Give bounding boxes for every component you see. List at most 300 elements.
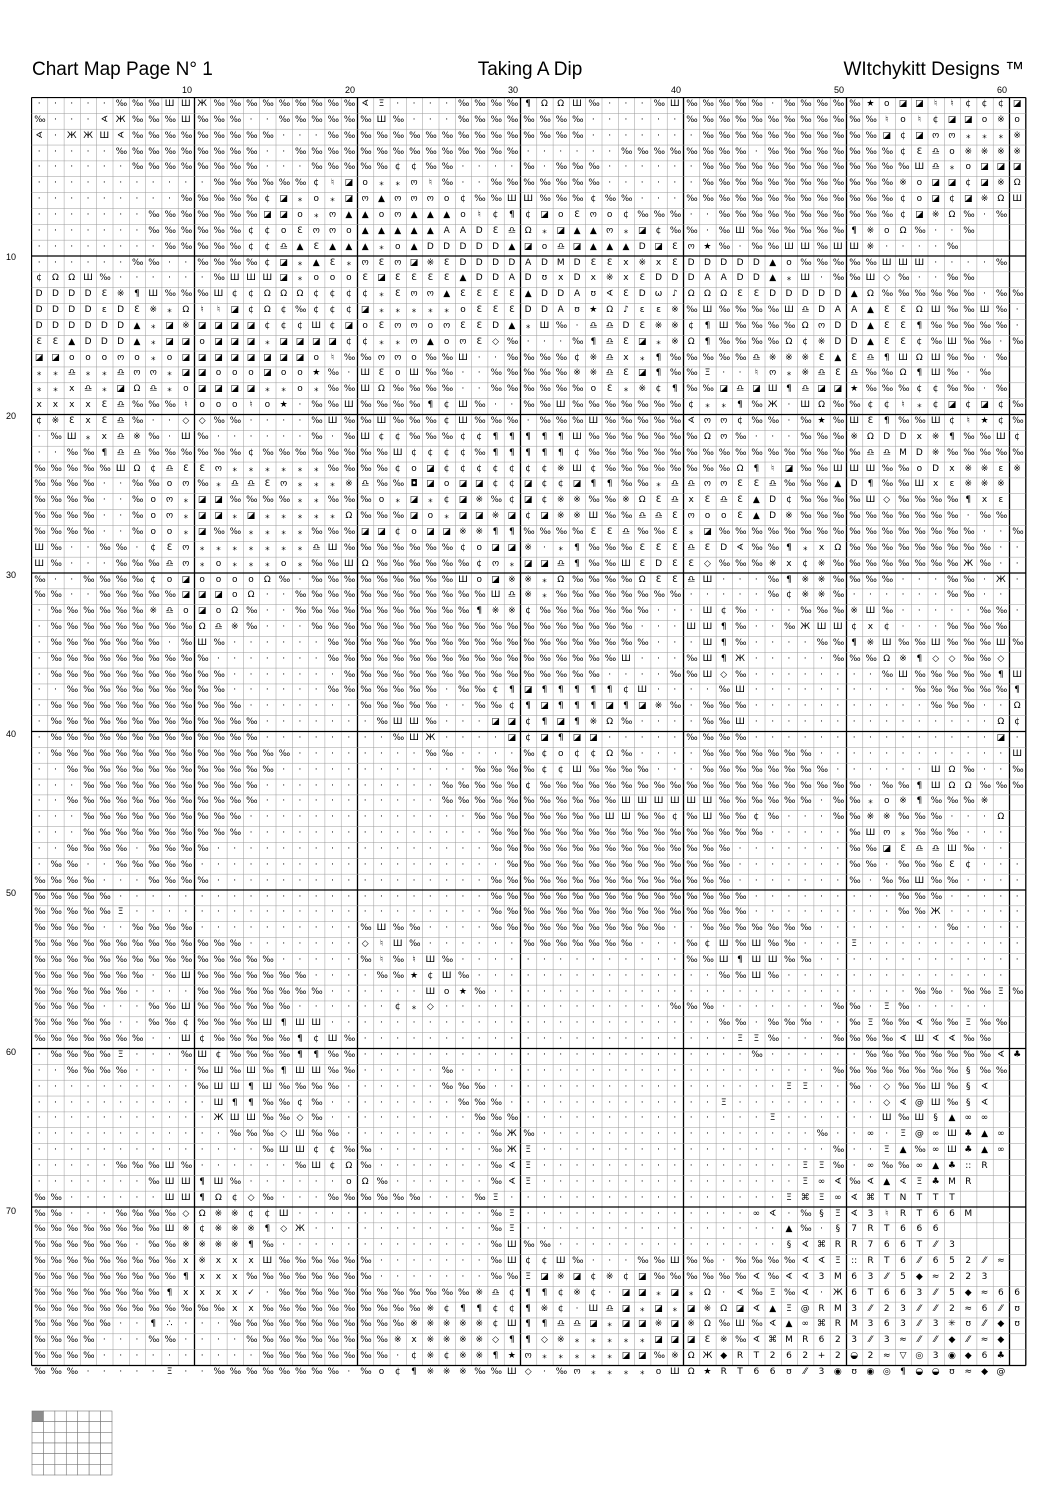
chart-cell: ‰ bbox=[376, 669, 387, 680]
chart-cell: ‰ bbox=[914, 526, 925, 537]
chart-cell: · bbox=[673, 1018, 677, 1029]
chart-cell: ‰ bbox=[99, 653, 110, 664]
chart-cell: ¢ bbox=[997, 400, 1004, 411]
chart-cell: · bbox=[37, 1129, 41, 1140]
chart-cell: · bbox=[331, 1018, 334, 1029]
chart-cell: ‰ bbox=[653, 907, 664, 918]
chart-cell: ¢ bbox=[329, 320, 336, 331]
chart-cell: · bbox=[738, 1224, 742, 1235]
chart-cell: · bbox=[575, 1224, 579, 1235]
chart-cell: ‰ bbox=[865, 146, 876, 157]
chart-cell: ‰ bbox=[588, 796, 599, 807]
chart-cell: · bbox=[983, 939, 986, 950]
chart-cell: · bbox=[754, 146, 758, 157]
chart-cell: ‰ bbox=[702, 701, 713, 712]
chart-cell: ‰ bbox=[327, 606, 338, 617]
chart-cell: · bbox=[102, 875, 106, 886]
chart-cell: ‰ bbox=[34, 970, 45, 981]
chart-cell: ‰ bbox=[164, 685, 175, 696]
chart-cell: ‰ bbox=[686, 733, 697, 743]
chart-cell: Ɛ bbox=[900, 320, 906, 331]
chart-cell: ‰ bbox=[849, 526, 860, 537]
chart-cell: · bbox=[119, 891, 123, 902]
chart-cell: · bbox=[706, 970, 709, 981]
chart-cell: ο bbox=[231, 574, 238, 585]
chart-cell: ‰ bbox=[539, 828, 550, 839]
chart-cell: · bbox=[445, 1192, 449, 1203]
chart-cell: · bbox=[265, 653, 269, 664]
chart-cell: ‰ bbox=[849, 257, 860, 268]
chart-cell: · bbox=[380, 907, 383, 918]
chart-cell: ⁎ bbox=[297, 495, 303, 506]
chart-cell: ¢ bbox=[264, 194, 271, 205]
chart-cell: · bbox=[363, 1097, 367, 1108]
chart-cell: ‰ bbox=[197, 685, 208, 696]
chart-cell: ‰ bbox=[849, 495, 860, 506]
chart-cell: · bbox=[950, 812, 954, 823]
chart-cell: ‰ bbox=[327, 114, 338, 125]
chart-cell: · bbox=[803, 1034, 807, 1045]
chart-cell: ‰ bbox=[294, 146, 305, 157]
chart-cell: · bbox=[119, 241, 123, 252]
chart-cell: · bbox=[673, 1208, 677, 1219]
chart-cell: ‰ bbox=[360, 574, 371, 585]
chart-cell: ◪ bbox=[214, 336, 223, 347]
chart-cell: ◪ bbox=[654, 1303, 663, 1314]
chart-cell: ‰ bbox=[376, 574, 387, 585]
chart-cell: ◪ bbox=[963, 194, 973, 205]
chart-cell: · bbox=[591, 1208, 595, 1219]
chart-cell: ‰ bbox=[930, 812, 941, 823]
chart-cell: ‰ bbox=[131, 954, 142, 965]
chart-cell: · bbox=[331, 828, 334, 839]
chart-cell: ‰ bbox=[979, 1034, 990, 1045]
chart-cell: ო bbox=[589, 209, 597, 220]
chart-cell: Ɛ bbox=[313, 241, 319, 252]
chart-cell: ⁎ bbox=[265, 526, 270, 537]
chart-cell: ‰ bbox=[523, 875, 534, 886]
chart-cell: 6 bbox=[949, 1208, 955, 1219]
chart-cell: Ɛ bbox=[672, 511, 678, 522]
chart-cell: · bbox=[526, 970, 530, 981]
chart-cell: · bbox=[934, 574, 938, 585]
chart-cell: ‰ bbox=[343, 637, 354, 648]
chart-cell: ¢ bbox=[264, 1208, 271, 1219]
chart-cell: ◪ bbox=[540, 733, 549, 743]
chart-cell: ‰ bbox=[229, 954, 240, 965]
chart-cell: ‰ bbox=[718, 146, 729, 157]
chart-cell: · bbox=[428, 1176, 432, 1187]
chart-cell: · bbox=[494, 1002, 497, 1013]
chart-cell: ‰ bbox=[66, 717, 77, 728]
chart-cell: ‰ bbox=[99, 733, 110, 743]
chart-cell: · bbox=[477, 954, 481, 965]
chart-cell: ‰ bbox=[376, 479, 387, 490]
chart-cell: ‰ bbox=[572, 590, 582, 601]
chart-cell: · bbox=[689, 1145, 693, 1156]
chart-cell: ‰ bbox=[115, 653, 126, 664]
chart-cell: ◪ bbox=[1012, 162, 1022, 173]
chart-cell: · bbox=[282, 923, 286, 934]
chart-cell: ‰ bbox=[360, 130, 371, 141]
chart-cell: ‰ bbox=[1012, 780, 1023, 791]
chart-cell: ▲ bbox=[508, 241, 516, 252]
chart-cell: ‰ bbox=[604, 495, 615, 506]
chart-cell: ‰ bbox=[702, 146, 713, 157]
chart-cell: ‰ bbox=[83, 1303, 93, 1314]
chart-cell: ⁎ bbox=[639, 1367, 645, 1377]
chart-cell: ‰ bbox=[343, 1065, 354, 1076]
chart-cell: ‰ bbox=[115, 764, 126, 775]
chart-cell: ‰ bbox=[197, 828, 208, 839]
chart-cell: ‰ bbox=[881, 606, 892, 617]
chart-cell: ※ bbox=[133, 431, 141, 442]
chart-cell: · bbox=[282, 843, 286, 854]
chart-cell: ‰ bbox=[83, 1050, 93, 1060]
chart-cell: ɛ bbox=[998, 463, 1004, 474]
chart-cell: ‰ bbox=[735, 622, 745, 633]
chart-cell: · bbox=[54, 574, 57, 585]
chart-cell: · bbox=[86, 1129, 90, 1140]
chart-cell: · bbox=[1015, 939, 1019, 950]
chart-cell: 3 bbox=[851, 1335, 858, 1346]
chart-cell: ‰ bbox=[572, 1256, 582, 1267]
chart-cell: Ɛ bbox=[101, 400, 108, 411]
chart-cell: Ш bbox=[425, 986, 436, 997]
chart-cell: · bbox=[689, 685, 693, 696]
chart-cell: · bbox=[428, 1160, 432, 1171]
chart-cell: ‰ bbox=[148, 939, 159, 950]
chart-cell: Ш bbox=[278, 1208, 289, 1219]
chart-cell: ‰ bbox=[783, 1018, 794, 1029]
chart-cell: ‰ bbox=[457, 780, 468, 791]
chart-cell: ⁎ bbox=[36, 368, 42, 379]
chart-cell: ◪ bbox=[409, 495, 419, 506]
chart-cell: · bbox=[771, 606, 775, 617]
chart-cell: ¶ bbox=[574, 542, 580, 553]
chart-cell: · bbox=[771, 1097, 775, 1108]
chart-cell: ♣ bbox=[1013, 1050, 1022, 1060]
chart-cell: · bbox=[836, 986, 840, 997]
chart-cell: · bbox=[461, 923, 465, 934]
chart-cell: ◪ bbox=[214, 352, 223, 363]
chart-cell: · bbox=[412, 1097, 416, 1108]
chart-cell: ‰ bbox=[409, 1303, 419, 1314]
chart-cell: ‰ bbox=[180, 653, 191, 664]
chart-cell: ‰ bbox=[800, 130, 811, 141]
chart-cell: ‰ bbox=[849, 273, 860, 284]
chart-cell: ∢ bbox=[980, 1097, 989, 1108]
chart-cell: D bbox=[932, 463, 940, 474]
chart-cell: Ξ bbox=[525, 1145, 531, 1156]
chart-cell: ‰ bbox=[50, 463, 61, 474]
chart-cell: · bbox=[559, 986, 563, 997]
chart-cell: x bbox=[411, 1335, 417, 1346]
chart-cell: ‰ bbox=[180, 447, 191, 458]
chart-cell: · bbox=[738, 859, 742, 870]
chart-cell: ◪ bbox=[915, 209, 924, 220]
chart-cell: ‰ bbox=[751, 99, 762, 109]
chart-cell: 6 bbox=[900, 1240, 906, 1251]
chart-cell: ‰ bbox=[409, 431, 419, 442]
chart-cell: · bbox=[363, 780, 367, 791]
chart-cell: ‰ bbox=[115, 701, 126, 712]
chart-cell: @ bbox=[914, 1129, 924, 1140]
chart-cell: · bbox=[706, 1192, 709, 1203]
chart-cell: Ɛ bbox=[623, 368, 629, 379]
chart-cell: · bbox=[950, 939, 954, 950]
chart-cell: ‰ bbox=[718, 558, 729, 569]
chart-cell: ◆ bbox=[720, 1351, 728, 1362]
chart-cell: ‰ bbox=[294, 1256, 305, 1267]
chart-cell: ¶ bbox=[671, 384, 678, 395]
chart-cell: x bbox=[655, 257, 662, 268]
chart-cell: ∞ bbox=[997, 1129, 1005, 1140]
chart-cell: ♪ bbox=[671, 289, 678, 300]
chart-cell: D bbox=[655, 558, 662, 569]
chart-cell: ο bbox=[883, 225, 890, 236]
chart-cell: Ξ bbox=[818, 1160, 825, 1171]
chart-cell: ‰ bbox=[620, 748, 631, 759]
chart-cell: ‰ bbox=[506, 1271, 517, 1282]
chart-cell: Ш bbox=[767, 384, 778, 395]
chart-cell: ‰ bbox=[588, 812, 599, 823]
chart-cell: · bbox=[624, 1097, 628, 1108]
chart-cell: · bbox=[1015, 542, 1019, 553]
chart-cell: ‰ bbox=[865, 511, 876, 522]
chart-cell: · bbox=[526, 1192, 530, 1203]
chart-cell: ‰ bbox=[963, 209, 974, 220]
chart-cell: · bbox=[363, 1002, 367, 1013]
chart-cell: ‰ bbox=[946, 622, 957, 633]
chart-cell: ‰ bbox=[83, 622, 93, 633]
chart-cell: · bbox=[787, 859, 791, 870]
chart-cell: ‰ bbox=[246, 970, 256, 981]
chart-cell: · bbox=[543, 1018, 546, 1029]
chart-cell: · bbox=[249, 1160, 253, 1171]
chart-cell: ‰ bbox=[360, 590, 371, 601]
chart-cell: · bbox=[347, 1208, 351, 1219]
chart-cell: ‰ bbox=[50, 1367, 61, 1377]
chart-cell: ‰ bbox=[751, 416, 762, 426]
chart-cell: D bbox=[720, 257, 728, 268]
column-number: 40 bbox=[670, 85, 682, 95]
chart-cell: · bbox=[852, 590, 856, 601]
chart-cell: · bbox=[885, 701, 889, 712]
chart-cell: · bbox=[412, 843, 416, 854]
chart-cell: · bbox=[445, 764, 449, 775]
chart-cell: ‰ bbox=[963, 542, 974, 553]
chart-cell: D bbox=[687, 273, 695, 284]
chart-cell: ‰ bbox=[735, 162, 745, 173]
chart-cell: · bbox=[233, 843, 237, 854]
chart-cell: Ш bbox=[99, 130, 110, 141]
chart-cell: ⁄⁄ bbox=[868, 1335, 872, 1346]
chart-cell: ※ bbox=[964, 146, 973, 157]
chart-cell: · bbox=[347, 954, 351, 965]
chart-cell: ‰ bbox=[506, 669, 517, 680]
chart-cell: ‰ bbox=[474, 764, 485, 775]
chart-cell: Ω bbox=[345, 511, 353, 522]
row-number: 70 bbox=[6, 1206, 17, 1216]
chart-cell: · bbox=[640, 986, 644, 997]
chart-cell: ‰ bbox=[197, 875, 208, 886]
chart-cell: ‰ bbox=[832, 114, 843, 125]
chart-cell: ⁎ bbox=[183, 495, 189, 506]
chart-cell: 2 bbox=[834, 1335, 841, 1346]
chart-cell: ‰ bbox=[278, 1256, 289, 1267]
chart-cell: · bbox=[917, 764, 921, 775]
chart-cell: ‰ bbox=[457, 622, 468, 633]
chart-cell: · bbox=[396, 859, 400, 870]
chart-cell: · bbox=[869, 875, 872, 886]
chart-cell: · bbox=[168, 907, 171, 918]
chart-cell: · bbox=[738, 1192, 742, 1203]
chart-cell: · bbox=[412, 780, 416, 791]
chart-cell: ‰ bbox=[653, 891, 664, 902]
chart-cell: ♎ bbox=[573, 1319, 582, 1330]
chart-cell: ‰ bbox=[637, 875, 648, 886]
chart-cell: · bbox=[657, 114, 660, 125]
chart-cell: ‰ bbox=[718, 241, 729, 252]
chart-cell: ‰ bbox=[148, 733, 159, 743]
chart-cell: D bbox=[557, 289, 565, 300]
chart-cell: · bbox=[477, 828, 481, 839]
chart-cell: · bbox=[331, 954, 334, 965]
chart-cell: ‰ bbox=[131, 606, 142, 617]
chart-cell: ♮ bbox=[754, 368, 758, 379]
chart-cell: ‰ bbox=[262, 764, 273, 775]
chart-cell: ‰ bbox=[360, 1256, 371, 1267]
chart-cell: · bbox=[396, 1113, 400, 1124]
chart-cell: · bbox=[168, 257, 171, 268]
chart-cell: · bbox=[787, 812, 791, 823]
chart-cell: ‰ bbox=[865, 162, 876, 173]
chart-cell: ‰ bbox=[588, 891, 599, 902]
chart-cell: ‰ bbox=[327, 384, 338, 395]
chart-cell: · bbox=[836, 970, 840, 981]
chart-cell: ‰ bbox=[83, 764, 93, 775]
chart-cell: · bbox=[200, 907, 204, 918]
chart-cell: ‰ bbox=[376, 146, 387, 157]
chart-cell: ‰ bbox=[327, 1271, 338, 1282]
chart-cell: ‰ bbox=[572, 178, 582, 189]
chart-cell: · bbox=[950, 733, 954, 743]
chart-cell: ‰ bbox=[197, 780, 208, 791]
chart-cell: ‰ bbox=[767, 130, 778, 141]
chart-cell: ◇ bbox=[703, 558, 711, 569]
chart-cell: ‰ bbox=[718, 352, 729, 363]
chart-cell: · bbox=[412, 1145, 416, 1156]
chart-cell: · bbox=[217, 653, 220, 664]
chart-cell: ‰ bbox=[34, 1319, 45, 1330]
chart-cell: ‰ bbox=[180, 828, 191, 839]
chart-cell: · bbox=[37, 1160, 41, 1171]
chart-cell: · bbox=[54, 1097, 57, 1108]
chart-cell: ∢ bbox=[605, 289, 614, 300]
chart-cell: ‰ bbox=[115, 859, 126, 870]
chart-cell: · bbox=[200, 1160, 204, 1171]
chart-cell: ‰ bbox=[311, 146, 322, 157]
chart-cell: ‰ bbox=[620, 622, 631, 633]
chart-cell: ◪ bbox=[621, 1303, 631, 1314]
chart-cell: ▲ bbox=[410, 209, 418, 220]
chart-cell: · bbox=[852, 669, 856, 680]
chart-cell: ⁎ bbox=[232, 558, 237, 569]
chart-cell: ‰ bbox=[588, 637, 599, 648]
chart-cell: Ω bbox=[687, 1367, 695, 1377]
chart-cell: ¶ bbox=[492, 1351, 499, 1362]
chart-cell: ο bbox=[590, 384, 597, 395]
chart-cell: ‰ bbox=[83, 843, 93, 854]
chart-cell: ⌘ bbox=[817, 1319, 827, 1330]
chart-cell: · bbox=[706, 1176, 709, 1187]
chart-cell: Ш bbox=[344, 400, 354, 411]
column-number: 60 bbox=[996, 85, 1008, 95]
chart-cell: ▲ bbox=[133, 336, 141, 347]
chart-cell: ⁎ bbox=[150, 352, 156, 363]
chart-cell: ‰ bbox=[783, 1256, 794, 1267]
chart-cell: ‰ bbox=[735, 748, 745, 759]
chart-cell: ‰ bbox=[343, 653, 354, 664]
chart-cell: · bbox=[461, 812, 465, 823]
chart-cell: · bbox=[396, 891, 400, 902]
chart-cell: ‰ bbox=[555, 526, 566, 537]
chart-cell: · bbox=[347, 764, 351, 775]
chart-cell: ‰ bbox=[246, 1129, 256, 1140]
chart-cell: ※ bbox=[817, 336, 826, 347]
chart-cell: ‰ bbox=[148, 431, 159, 442]
chart-cell: ‰ bbox=[131, 701, 142, 712]
chart-cell: · bbox=[559, 1034, 563, 1045]
chart-cell: · bbox=[363, 1240, 367, 1251]
chart-cell: ‰ bbox=[702, 114, 713, 125]
chart-cell: · bbox=[428, 114, 432, 125]
chart-cell: ▲ bbox=[752, 495, 760, 506]
chart-cell: ◪ bbox=[165, 336, 174, 347]
chart-cell: Ш bbox=[441, 970, 452, 981]
chart-cell: ‰ bbox=[474, 812, 485, 823]
chart-cell: ∢ bbox=[801, 1271, 810, 1282]
chart-cell: ≈ bbox=[964, 1367, 973, 1377]
chart-cell: ◇ bbox=[932, 653, 940, 664]
chart-cell: ‰ bbox=[50, 986, 61, 997]
chart-cell: · bbox=[803, 733, 807, 743]
chart-cell: x bbox=[183, 1256, 189, 1267]
chart-cell: ‰ bbox=[555, 828, 566, 839]
chart-cell: ɛ bbox=[639, 305, 645, 316]
chart-cell: · bbox=[559, 970, 563, 981]
chart-cell: ‰ bbox=[262, 1145, 273, 1156]
chart-cell: · bbox=[852, 717, 856, 728]
chart-cell: · bbox=[135, 225, 139, 236]
chart-cell: · bbox=[412, 99, 416, 109]
chart-cell: ‰ bbox=[441, 780, 452, 791]
chart-cell: ‰ bbox=[474, 1192, 485, 1203]
chart-cell: · bbox=[836, 764, 840, 775]
chart-cell: ‰ bbox=[197, 796, 208, 807]
chart-cell: ▲ bbox=[769, 257, 777, 268]
chart-cell: · bbox=[510, 162, 514, 173]
chart-cell: ‰ bbox=[425, 590, 436, 601]
chart-cell: ‰ bbox=[816, 225, 827, 236]
chart-cell: · bbox=[722, 1192, 726, 1203]
chart-cell: · bbox=[233, 1351, 237, 1362]
chart-cell: T bbox=[932, 1192, 939, 1203]
chart-cell: ‰ bbox=[360, 416, 371, 426]
chart-cell: · bbox=[771, 891, 775, 902]
chart-cell: · bbox=[706, 225, 709, 236]
